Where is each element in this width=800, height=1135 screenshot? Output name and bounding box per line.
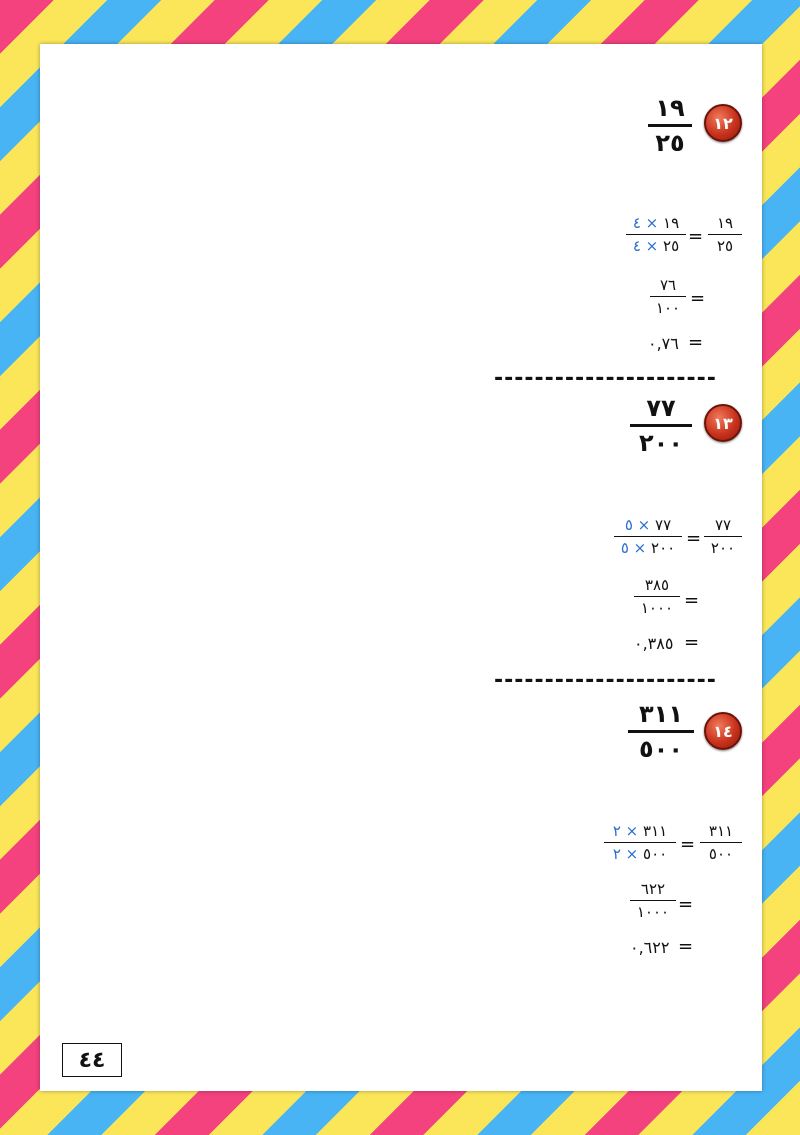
denominator-value: ٥٠٠	[643, 845, 668, 863]
fraction-bar	[604, 842, 676, 843]
multiplied-fraction	[604, 822, 676, 863]
problem-number-badge: ١٢	[704, 104, 742, 142]
result-fraction	[634, 576, 680, 617]
fraction-numerator: ١٩	[655, 94, 685, 122]
times-sign: ×	[625, 822, 639, 840]
fraction-bar	[650, 296, 686, 297]
multiplied-denominator	[604, 845, 676, 863]
denominator: ١٠٠٠	[640, 599, 674, 617]
decimal-value: ٠,٣٨٥	[634, 634, 674, 653]
denominator: ١٠٠٠	[636, 903, 670, 921]
fraction-numerator: ٧٧	[646, 394, 676, 422]
result-fraction	[650, 276, 686, 317]
section-separator: ----------------------	[494, 668, 717, 693]
fraction-bar	[630, 900, 676, 901]
multiplied-denominator	[614, 539, 682, 557]
original-fraction	[704, 516, 742, 557]
problem-fraction	[648, 94, 692, 157]
fraction-bar	[700, 842, 742, 843]
times-sign: ×	[633, 539, 647, 557]
equals-sign: =	[680, 834, 696, 855]
denominator: ٥٠٠	[708, 845, 734, 863]
fraction-bar	[630, 424, 692, 427]
original-fraction	[700, 822, 742, 863]
numerator: ٧٧	[714, 516, 732, 534]
numerator: ١٩	[716, 214, 734, 232]
equals-sign: =	[678, 894, 694, 915]
times-sign: ×	[645, 237, 659, 255]
problem-number-badge: ١٤	[704, 712, 742, 750]
equals-sign: =	[688, 226, 704, 247]
section-separator: ----------------------	[494, 366, 717, 391]
problem-fraction	[630, 394, 692, 457]
problem-number-badge: ١٣	[704, 404, 742, 442]
times-sign: ×	[637, 516, 651, 534]
fraction-bar	[634, 596, 680, 597]
denominator-value: ٢٠٠	[651, 539, 676, 557]
factor: ٥	[624, 516, 633, 534]
fraction-bar	[704, 536, 742, 537]
fraction-bar	[628, 730, 694, 733]
numerator-value: ١٩	[663, 214, 680, 232]
fraction-bar	[708, 234, 742, 235]
equals-sign: =	[688, 332, 704, 353]
multiplied-numerator	[614, 516, 682, 534]
page-sheet	[40, 44, 762, 1091]
factor: ٤	[632, 214, 641, 232]
factor: ٢	[612, 822, 621, 840]
multiplied-numerator	[626, 214, 686, 232]
fraction-denominator: ٢٥	[655, 129, 685, 157]
equals-sign: =	[690, 288, 706, 309]
denominator: ٢٠٠	[710, 539, 736, 557]
fraction-denominator: ٥٠٠	[639, 735, 683, 763]
original-fraction	[708, 214, 742, 255]
factor: ٤	[632, 237, 641, 255]
denominator: ٢٥	[716, 237, 734, 255]
times-sign: ×	[625, 845, 639, 863]
result-fraction	[630, 880, 676, 921]
numerator: ٧٦	[659, 276, 677, 294]
multiplied-denominator	[626, 237, 686, 255]
fraction-numerator: ٣١١	[639, 700, 683, 728]
times-sign: ×	[645, 214, 659, 232]
denominator-value: ٢٥	[663, 237, 680, 255]
factor: ٢	[612, 845, 621, 863]
fraction-denominator: ٢٠٠	[639, 429, 683, 457]
numerator: ٣٨٥	[644, 576, 670, 594]
fraction-bar	[626, 234, 686, 235]
numerator-value: ٣١١	[643, 822, 668, 840]
decimal-value: ٠,٧٦	[648, 334, 679, 353]
multiplied-fraction	[614, 516, 682, 557]
decimal-value: ٠,٦٢٢	[630, 938, 670, 957]
equals-sign: =	[684, 632, 700, 653]
numerator: ٦٢٢	[640, 880, 666, 898]
numerator-value: ٧٧	[655, 516, 672, 534]
problem-fraction	[628, 700, 694, 763]
factor: ٥	[620, 539, 629, 557]
equals-sign: =	[686, 528, 702, 549]
fraction-bar	[614, 536, 682, 537]
multiplied-fraction	[626, 214, 686, 255]
fraction-bar	[648, 124, 692, 127]
equals-sign: =	[684, 590, 700, 611]
equals-sign: =	[678, 936, 694, 957]
numerator: ٣١١	[708, 822, 734, 840]
denominator: ١٠٠	[655, 299, 681, 317]
multiplied-numerator	[604, 822, 676, 840]
page-number: ٤٤	[62, 1043, 122, 1077]
